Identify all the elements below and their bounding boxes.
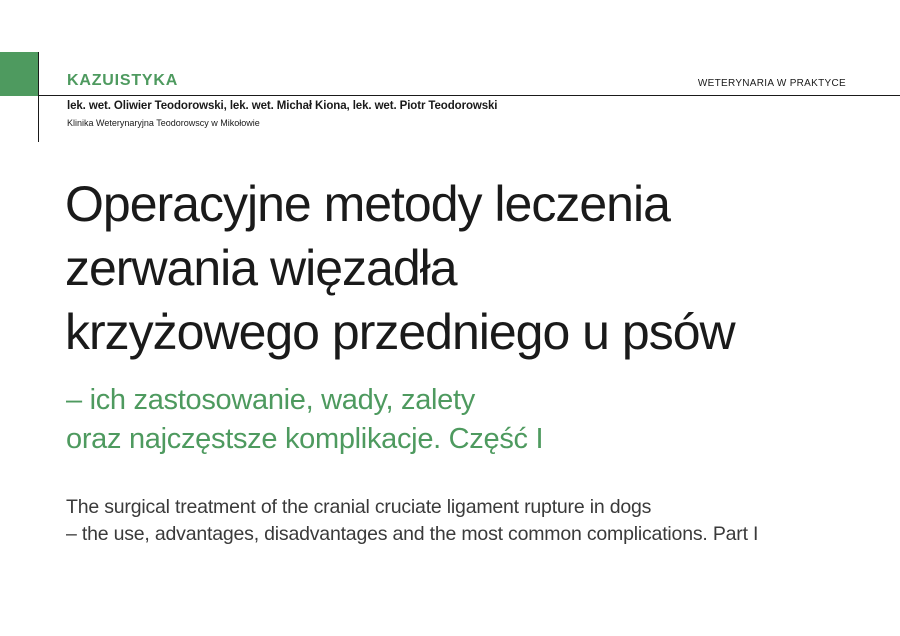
english-title-line: The surgical treatment of the cranial cruciate ligament rupture in dogs — [66, 496, 652, 518]
article-title-line: krzyżowego przedniego u psów — [65, 304, 735, 360]
section-label: KAZUISTYKA — [67, 72, 179, 89]
english-title-line: – the use, advantages, disadvantages and the most common complications. Part I — [66, 523, 759, 545]
section-color-block — [0, 52, 38, 96]
article-authors: lek. wet. Oliwier Teodorowski, lek. wet. Michał Kiona, lek. wet. Piotr Teodorowski — [67, 100, 498, 112]
article-subtitle-line: oraz najczęstsze komplikacje. Część I — [66, 423, 544, 455]
article-subtitle — [66, 381, 886, 459]
article-title — [65, 172, 885, 364]
article-title-line: Operacyjne metody leczenia — [65, 176, 670, 232]
english-title — [66, 494, 886, 548]
article-subtitle-line: – ich zastosowanie, wady, zalety — [66, 384, 475, 416]
header-horizontal-rule — [38, 95, 900, 96]
author-affiliation: Klinika Weterynaryjna Teodorowscy w Mikołowie — [67, 118, 260, 128]
article-title-line: zerwania więzadła — [65, 240, 457, 296]
header-vertical-rule — [38, 52, 39, 142]
journal-name: WETERYNARIA W PRAKTYCE — [697, 78, 846, 89]
